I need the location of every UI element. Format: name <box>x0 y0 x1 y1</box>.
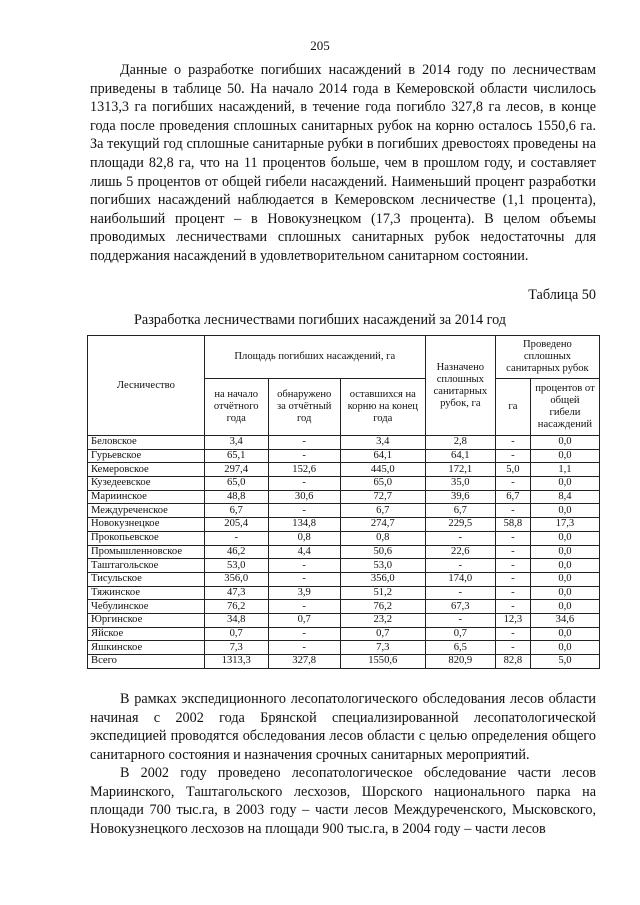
table-row <box>88 586 600 600</box>
value-cell-percent: 5,0 <box>530 655 599 669</box>
forestry-name-cell: Таштагольское <box>88 559 205 573</box>
value-cell-assigned: 6,7 <box>425 504 495 518</box>
value-cell-detected: 30,6 <box>268 490 340 504</box>
value-cell-assigned: - <box>425 531 495 545</box>
value-cell-ha: - <box>495 572 530 586</box>
value-cell-ha: 58,8 <box>495 518 530 532</box>
paragraph-intro: Данные о разработке погибших насаждений в 2014 году по лесничествам приведены в таблице 50. На начало 2014 года в Кемеровской области числилось 1313,3 га погибших насаждений, в течение года погибло 327,8 га лесов, в конце года после проведения сплошных санитарных рубок на корню осталось 1550,6 га. За текущий год сплошные санитарные рубки в погибших древостоях проведены на площади 82,8 га, что на 11 процентов больше, чем в прошлом году, и составляет лишь 5 процентов от общей гибели насаждений. Наименьший процент разработки погибших насаждений наблюдается в Кемеровском лесничестве (1,1 процента), наибольший процент – в Новокузнецком (17,3 процента). В целом объемы проводимых лесничествами сплошных санитарных рубок недостаточны для поддержания насаждений в удовлетворительном санитарном состоянии. <box>90 62 596 264</box>
value-cell-start: 1313,3 <box>204 655 268 669</box>
value-cell-detected: - <box>268 627 340 641</box>
header-detected: обнаружено за отчётный год <box>268 379 340 436</box>
page-number: 205 <box>310 38 330 53</box>
value-cell-start: 65,0 <box>204 477 268 491</box>
value-cell-percent: 1,1 <box>530 463 599 477</box>
table-row <box>88 613 600 627</box>
value-cell-detected: - <box>268 449 340 463</box>
value-cell-detected: - <box>268 504 340 518</box>
forestry-name-cell: Новокузнецкое <box>88 518 205 532</box>
value-cell-assigned: 67,3 <box>425 600 495 614</box>
value-cell-detected: - <box>268 477 340 491</box>
table-row <box>88 600 600 614</box>
forestry-name-cell: Кузедеевское <box>88 477 205 491</box>
value-cell-start: 356,0 <box>204 572 268 586</box>
value-cell-percent: 0,0 <box>530 559 599 573</box>
value-cell-percent: 0,0 <box>530 449 599 463</box>
value-cell-detected: 3,9 <box>268 586 340 600</box>
value-cell-assigned: - <box>425 559 495 573</box>
header-remaining: оставшихся на корню на конец года <box>340 379 425 436</box>
value-cell-assigned: 64,1 <box>425 449 495 463</box>
forestry-name-cell: Прокопьевское <box>88 531 205 545</box>
value-cell-start: 76,2 <box>204 600 268 614</box>
header-assigned: Назначено сплошных санитарных рубок, га <box>425 336 495 436</box>
header-percent: процентов от общей гибели насаждений <box>530 379 599 436</box>
forestry-name-cell: Чебулинское <box>88 600 205 614</box>
table-body <box>88 436 600 669</box>
value-cell-remaining: 65,0 <box>340 477 425 491</box>
forestry-name-cell: Беловское <box>88 436 205 450</box>
table-row <box>88 463 600 477</box>
table-row <box>88 436 600 450</box>
value-cell-percent: 0,0 <box>530 504 599 518</box>
value-cell-percent: 0,0 <box>530 436 599 450</box>
value-cell-start: 7,3 <box>204 641 268 655</box>
value-cell-ha: - <box>495 641 530 655</box>
value-cell-ha: - <box>495 531 530 545</box>
value-cell-detected: - <box>268 641 340 655</box>
value-cell-assigned: 22,6 <box>425 545 495 559</box>
value-cell-detected: - <box>268 436 340 450</box>
value-cell-assigned: 39,6 <box>425 490 495 504</box>
dead-stands-table <box>87 335 600 669</box>
value-cell-start: 48,8 <box>204 490 268 504</box>
value-cell-assigned: 0,7 <box>425 627 495 641</box>
forestry-name-cell: Яшкинское <box>88 641 205 655</box>
forestry-name-cell: Тисульское <box>88 572 205 586</box>
value-cell-start: 53,0 <box>204 559 268 573</box>
value-cell-remaining: 53,0 <box>340 559 425 573</box>
table-row <box>88 531 600 545</box>
value-cell-remaining: 0,8 <box>340 531 425 545</box>
value-cell-remaining: 7,3 <box>340 641 425 655</box>
value-cell-ha: - <box>495 477 530 491</box>
forestry-name-cell: Яйское <box>88 627 205 641</box>
table-row <box>88 559 600 573</box>
table-row <box>88 627 600 641</box>
value-cell-ha: 6,7 <box>495 490 530 504</box>
value-cell-start: 6,7 <box>204 504 268 518</box>
value-cell-remaining: 445,0 <box>340 463 425 477</box>
forestry-name-cell: Юргинское <box>88 613 205 627</box>
value-cell-detected: - <box>268 559 340 573</box>
value-cell-remaining: 64,1 <box>340 449 425 463</box>
value-cell-remaining: 1550,6 <box>340 655 425 669</box>
value-cell-assigned: 172,1 <box>425 463 495 477</box>
value-cell-assigned: 174,0 <box>425 572 495 586</box>
forestry-name-cell: Кемеровское <box>88 463 205 477</box>
value-cell-percent: 0,0 <box>530 600 599 614</box>
value-cell-ha: - <box>495 559 530 573</box>
paragraph-survey-2002: В 2002 году проведено лесопатологическое обследование части лесов Мариинского, Таштагольского лесхозов, Шорского национального парка на площади 700 тыс.га, в 2003 году – части лесов Междуреченского, Мысковского, Новокузнецкого лесхозов на площади 900 тыс.га, в 2004 году – части лесов <box>90 765 596 837</box>
value-cell-ha: 82,8 <box>495 655 530 669</box>
value-cell-detected: 134,8 <box>268 518 340 532</box>
header-at-start: на начало отчётного года <box>204 379 268 436</box>
value-cell-remaining: 72,7 <box>340 490 425 504</box>
value-cell-remaining: 0,7 <box>340 627 425 641</box>
table-label: Таблица 50 <box>528 287 596 303</box>
value-cell-detected: 4,4 <box>268 545 340 559</box>
value-cell-start: 34,8 <box>204 613 268 627</box>
value-cell-start: - <box>204 531 268 545</box>
value-cell-assigned: 229,5 <box>425 518 495 532</box>
forestry-name-cell: Всего <box>88 655 205 669</box>
value-cell-start: 297,4 <box>204 463 268 477</box>
table-row <box>88 655 600 669</box>
value-cell-ha: 12,3 <box>495 613 530 627</box>
paragraph-expedition: В рамках экспедиционного лесопатологического обследования лесов области начиная с 2002 года Брянской специализированной лесопатологической экспедицией проводятся обследования лесов области с целью определения общего санитарного состояния и назначения срочных санитарных мероприятий. <box>90 691 596 763</box>
value-cell-percent: 34,6 <box>530 613 599 627</box>
table-row <box>88 504 600 518</box>
value-cell-percent: 0,0 <box>530 531 599 545</box>
value-cell-assigned: - <box>425 586 495 600</box>
value-cell-start: 0,7 <box>204 627 268 641</box>
value-cell-percent: 0,0 <box>530 586 599 600</box>
table-row <box>88 545 600 559</box>
header-forestry: Лесничество <box>88 336 205 436</box>
value-cell-assigned: 6,5 <box>425 641 495 655</box>
value-cell-ha: - <box>495 545 530 559</box>
value-cell-percent: 0,0 <box>530 572 599 586</box>
value-cell-start: 47,3 <box>204 586 268 600</box>
forestry-name-cell: Мариинское <box>88 490 205 504</box>
value-cell-remaining: 76,2 <box>340 600 425 614</box>
value-cell-ha: - <box>495 627 530 641</box>
value-cell-remaining: 3,4 <box>340 436 425 450</box>
header-ha: га <box>495 379 530 436</box>
value-cell-start: 46,2 <box>204 545 268 559</box>
value-cell-ha: 5,0 <box>495 463 530 477</box>
value-cell-percent: 0,0 <box>530 641 599 655</box>
forestry-name-cell: Междуреченское <box>88 504 205 518</box>
value-cell-remaining: 274,7 <box>340 518 425 532</box>
value-cell-start: 3,4 <box>204 436 268 450</box>
value-cell-percent: 8,4 <box>530 490 599 504</box>
value-cell-remaining: 50,6 <box>340 545 425 559</box>
value-cell-percent: 0,0 <box>530 545 599 559</box>
value-cell-assigned: 35,0 <box>425 477 495 491</box>
table-row <box>88 477 600 491</box>
value-cell-ha: - <box>495 449 530 463</box>
value-cell-remaining: 51,2 <box>340 586 425 600</box>
forestry-name-cell: Тяжинское <box>88 586 205 600</box>
table-title: Разработка лесничествами погибших насаждений за 2014 год <box>134 312 506 328</box>
header-performed: Проведено сплошных санитарных рубок <box>495 336 599 379</box>
value-cell-ha: - <box>495 504 530 518</box>
value-cell-ha: - <box>495 600 530 614</box>
value-cell-detected: - <box>268 600 340 614</box>
value-cell-assigned: 820,9 <box>425 655 495 669</box>
value-cell-assigned: - <box>425 613 495 627</box>
table-row <box>88 449 600 463</box>
value-cell-detected: - <box>268 572 340 586</box>
forestry-name-cell: Гурьевское <box>88 449 205 463</box>
table-row <box>88 572 600 586</box>
forestry-name-cell: Промышленновское <box>88 545 205 559</box>
value-cell-remaining: 6,7 <box>340 504 425 518</box>
value-cell-percent: 0,0 <box>530 477 599 491</box>
table-row <box>88 641 600 655</box>
value-cell-ha: - <box>495 436 530 450</box>
table-row <box>88 518 600 532</box>
value-cell-detected: 0,8 <box>268 531 340 545</box>
value-cell-detected: 327,8 <box>268 655 340 669</box>
value-cell-detected: 0,7 <box>268 613 340 627</box>
table-row <box>88 490 600 504</box>
value-cell-assigned: 2,8 <box>425 436 495 450</box>
value-cell-start: 205,4 <box>204 518 268 532</box>
value-cell-percent: 17,3 <box>530 518 599 532</box>
value-cell-ha: - <box>495 586 530 600</box>
value-cell-remaining: 356,0 <box>340 572 425 586</box>
value-cell-percent: 0,0 <box>530 627 599 641</box>
header-dead-area: Площадь погибших насаждений, га <box>204 336 425 379</box>
value-cell-remaining: 23,2 <box>340 613 425 627</box>
value-cell-start: 65,1 <box>204 449 268 463</box>
value-cell-detected: 152,6 <box>268 463 340 477</box>
